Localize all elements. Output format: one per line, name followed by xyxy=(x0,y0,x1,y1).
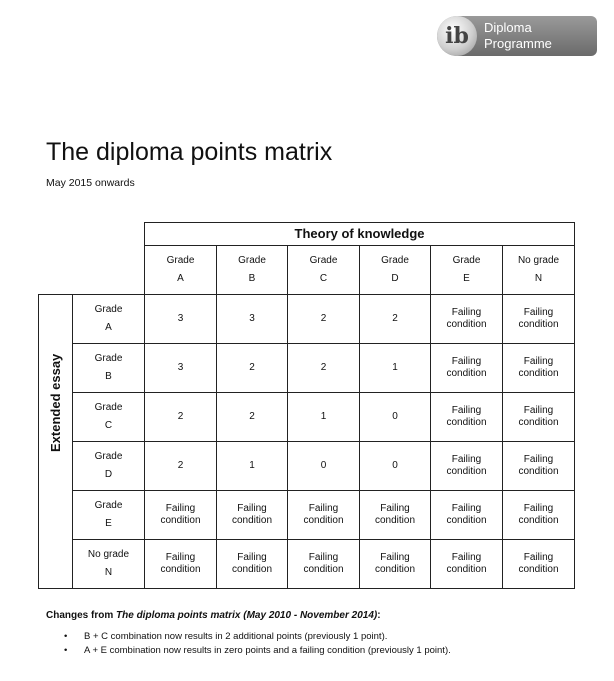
points-matrix-table xyxy=(38,222,575,589)
matrix-cell: 0 xyxy=(288,442,360,491)
matrix-cell: Failing condition xyxy=(431,442,503,491)
matrix-cell: 2 xyxy=(288,295,360,344)
changes-prefix: Changes from xyxy=(46,610,117,621)
table-row xyxy=(39,295,575,344)
header-label: Grade xyxy=(94,402,123,413)
matrix-cell: Failing condition xyxy=(288,491,360,540)
header-grade: A xyxy=(177,273,184,284)
header-label: Grade xyxy=(452,255,481,266)
matrix-cell: 2 xyxy=(145,393,217,442)
tok-grade-header xyxy=(217,246,288,295)
matrix-cell: 3 xyxy=(145,344,217,393)
tok-grade-header xyxy=(288,246,360,295)
matrix-cell: 2 xyxy=(360,295,431,344)
page-subtitle: May 2015 onwards xyxy=(46,177,135,189)
ee-header-label: Extended essay xyxy=(47,353,63,452)
matrix-cell: 3 xyxy=(217,295,288,344)
matrix-cell: Failing condition xyxy=(503,442,575,491)
matrix-cell: Failing condition xyxy=(503,344,575,393)
ee-grade-header xyxy=(73,393,145,442)
matrix-cell: Failing condition xyxy=(431,295,503,344)
ib-diploma-logo xyxy=(437,16,597,56)
header-grade: C xyxy=(104,420,113,431)
header-grade: E xyxy=(463,273,470,284)
ee-grade-header xyxy=(73,540,145,589)
page-title: The diploma points matrix xyxy=(46,138,333,166)
table-row xyxy=(39,491,575,540)
header-label: Grade xyxy=(94,304,123,315)
matrix-cell: Failing condition xyxy=(503,393,575,442)
matrix-cell: 1 xyxy=(217,442,288,491)
logo-line-2: Programme xyxy=(484,36,552,51)
bullet-icon: • xyxy=(64,645,68,656)
ee-grade-header xyxy=(73,442,145,491)
changes-source: The diploma points matrix (May 2010 - November 2014) xyxy=(116,610,378,621)
matrix-cell: Failing condition xyxy=(503,295,575,344)
changes-list xyxy=(46,630,451,658)
matrix-cell: 1 xyxy=(288,393,360,442)
matrix-cell: Failing condition xyxy=(431,344,503,393)
header-grade: A xyxy=(105,322,112,333)
table-row xyxy=(39,393,575,442)
matrix-cell: Failing condition xyxy=(360,491,431,540)
header-label: Grade xyxy=(238,255,266,266)
tok-grade-header xyxy=(360,246,431,295)
tok-grade-header xyxy=(503,246,575,295)
matrix-cell: Failing condition xyxy=(360,540,431,589)
header-grade: N xyxy=(104,567,113,578)
matrix-cell: 2 xyxy=(145,442,217,491)
list-item xyxy=(46,644,451,658)
header-label: Grade xyxy=(166,255,195,266)
matrix-cell: 2 xyxy=(288,344,360,393)
header-grade: N xyxy=(534,273,543,284)
list-item-text: B + C combination now results in 2 additional points (previously 1 point). xyxy=(84,631,388,642)
matrix-cell: Failing condition xyxy=(145,540,217,589)
header-grade: D xyxy=(104,469,113,480)
header-label: Grade xyxy=(309,255,338,266)
header-grade: C xyxy=(319,273,328,284)
matrix-cell: Failing condition xyxy=(431,393,503,442)
tok-header: Theory of knowledge xyxy=(145,223,575,246)
list-item-text: A + E combination now results in zero points and a failing condition (previously 1 point). xyxy=(84,645,451,656)
ee-header xyxy=(39,295,73,589)
header-grade: B xyxy=(248,273,256,284)
header-label: Grade xyxy=(94,500,123,511)
ee-grade-header xyxy=(73,491,145,540)
matrix-cell: Failing condition xyxy=(503,540,575,589)
matrix-cell: 0 xyxy=(360,442,431,491)
tok-grade-header xyxy=(431,246,503,295)
matrix-cell: Failing condition xyxy=(288,540,360,589)
matrix-cell: 2 xyxy=(217,344,288,393)
tok-grade-header xyxy=(145,246,217,295)
matrix-cell: Failing condition xyxy=(431,540,503,589)
bullet-icon: • xyxy=(64,631,68,642)
matrix-cell: Failing condition xyxy=(217,540,288,589)
matrix-cell: 0 xyxy=(360,393,431,442)
header-grade: D xyxy=(391,273,399,284)
header-label: No grade xyxy=(87,549,130,560)
matrix-cell: 3 xyxy=(145,295,217,344)
corner-blank xyxy=(39,223,145,246)
ee-grade-header xyxy=(73,344,145,393)
matrix-cell: Failing condition xyxy=(217,491,288,540)
header-label: Grade xyxy=(94,451,123,462)
logo-text xyxy=(484,20,592,52)
table-row xyxy=(39,540,575,589)
ee-grade-header xyxy=(73,295,145,344)
changes-heading xyxy=(46,610,381,621)
table-row xyxy=(39,442,575,491)
list-item xyxy=(46,630,451,644)
header-label: Grade xyxy=(381,255,409,266)
table-row xyxy=(39,344,575,393)
matrix-cell: Failing condition xyxy=(503,491,575,540)
changes-suffix: : xyxy=(377,610,381,621)
header-label: No grade xyxy=(517,255,560,266)
matrix-cell: Failing condition xyxy=(145,491,217,540)
matrix-cell: 1 xyxy=(360,344,431,393)
logo-line-1: Diploma xyxy=(484,20,532,35)
ib-logo-icon: ib xyxy=(437,16,477,56)
header-grade: B xyxy=(105,371,112,382)
header-grade: E xyxy=(105,518,112,529)
corner-blank xyxy=(39,246,145,295)
matrix-cell: Failing condition xyxy=(431,491,503,540)
header-label: Grade xyxy=(94,353,123,364)
matrix-cell: 2 xyxy=(217,393,288,442)
